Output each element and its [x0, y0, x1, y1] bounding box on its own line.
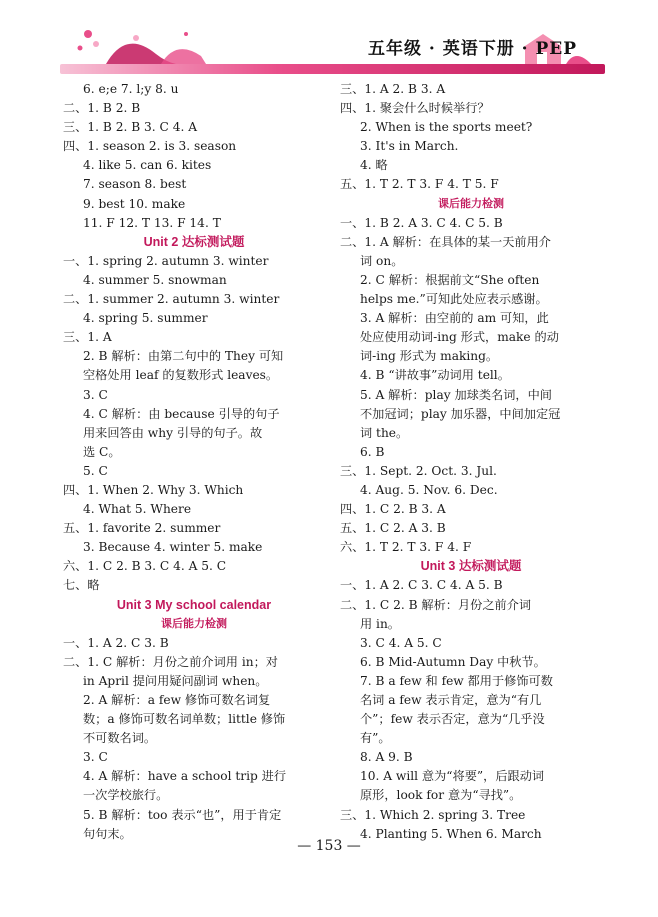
answer-line: 用来回答由 why 引导的句子。故 — [83, 425, 263, 440]
answer-line: 4. like 5. can 6. kites — [83, 158, 212, 173]
answer-line: 三、1. B 2. B 3. C 4. A — [63, 120, 198, 135]
answer-line: 5. B 解析：too 表示“也”，用于肯定 — [83, 807, 282, 822]
answer-line: 4. What 5. Where — [83, 502, 192, 517]
answer-line: 空格处用 leaf 的复数形式 leaves。 — [83, 368, 279, 383]
answer-line: 4. summer 5. snowman — [83, 272, 227, 287]
answer-line: 6. B Mid-Autumn Day 中秋节。 — [360, 654, 546, 669]
answer-line: helps me.”可知此处应表示感谢。 — [360, 292, 548, 307]
section-heading: Unit 3 My school calendar — [116, 597, 272, 612]
answer-line: 二、1. C 解析：月份之前介词用 in；对 — [63, 654, 278, 669]
section-heading: Unit 3 达标测试题 — [420, 559, 522, 574]
answer-line: 4. A 解析：have a school trip 进行 — [83, 769, 287, 784]
answer-line: in April 提问用疑问副词 when。 — [83, 673, 268, 688]
answer-line: 一、1. A 2. C 3. C 4. A 5. B — [340, 578, 503, 593]
answer-line: 不可数名词。 — [83, 731, 157, 746]
answer-line: 词 the。 — [360, 425, 409, 440]
answer-line: 六、1. C 2. B 3. C 4. A 5. C — [63, 559, 227, 574]
answer-line: 二、1. C 2. B 解析：月份之前介词 — [340, 597, 532, 612]
answer-line: 2. C 解析：根据前文“She often — [360, 272, 540, 287]
answer-line: 词-ing 形式为 making。 — [360, 349, 499, 364]
answer-line: 2. B 解析：由第二句中的 They 可知 — [83, 349, 284, 364]
answer-line: 2. A 解析：a few 修饰可数名词复 — [83, 693, 271, 707]
answer-line: 一、1. spring 2. autumn 3. winter — [63, 253, 269, 268]
answer-line: 五、1. favorite 2. summer — [63, 521, 221, 536]
answer-line: 四、1. C 2. B 3. A — [340, 502, 446, 517]
answer-line: 4. Aug. 5. Nov. 6. Dec. — [360, 482, 498, 497]
answer-line: 4. Planting 5. When 6. March — [360, 826, 542, 841]
left-column — [63, 80, 325, 844]
answer-line: 3. A 解析：由空前的 am 可知，此 — [360, 311, 549, 326]
answer-line: 五、1. C 2. A 3. B — [340, 521, 446, 536]
answer-line: 一、1. A 2. C 3. B — [63, 635, 169, 650]
answer-line: 三、1. Which 2. spring 3. Tree — [340, 807, 526, 822]
page-title: 五年级 · 英语下册 · PEP — [367, 39, 577, 59]
answer-line: 选 C。 — [83, 444, 121, 459]
right-column — [340, 80, 602, 844]
answer-line: 4. B “讲故事”动词用 tell。 — [360, 368, 510, 383]
answer-line: 不加冠词；play 加乐器，中间加定冠 — [360, 406, 561, 421]
answer-line: 7. B a few 和 few 都用于修饰可数 — [360, 673, 553, 688]
answer-line: 六、1. T 2. T 3. F 4. F — [340, 540, 472, 555]
answer-line: 处应使用动词-ing 形式，make 的动 — [360, 330, 559, 345]
page-header-banner — [60, 24, 605, 76]
answer-line: 3. Because 4. winter 5. make — [83, 540, 263, 555]
answer-line: 五、1. T 2. T 3. F 4. T 5. F — [340, 177, 499, 192]
answer-line: 四、1. season 2. is 3. season — [63, 139, 237, 154]
answer-line: 4. C 解析：由 because 引导的句子 — [83, 406, 280, 421]
answer-line: 3. C — [83, 750, 108, 765]
answer-line: 数；a 修饰可数名词单数；little 修饰 — [83, 712, 286, 727]
answer-line: 名词 a few 表示肯定，意为“有几 — [360, 693, 542, 707]
answer-line: 个”；few 表示否定，意为“几乎没 — [360, 712, 545, 727]
answer-line: 四、1. When 2. Why 3. Which — [63, 482, 244, 497]
answer-line: 二、1. summer 2. autumn 3. winter — [63, 292, 280, 307]
answer-line: 11. F 12. T 13. F 14. T — [83, 215, 221, 230]
answer-line: 6. B — [360, 444, 385, 459]
answer-line: 5. A 解析：play 加球类名词，中间 — [360, 387, 552, 402]
answer-line: 6. e;e 7. l;y 8. u — [83, 82, 179, 96]
answer-line: 三、1. A 2. B 3. A — [340, 82, 446, 96]
answer-line: 9. best 10. make — [83, 196, 186, 211]
answer-line: 句句末。 — [83, 826, 132, 841]
answer-line: 2. When is the sports meet? — [360, 120, 533, 135]
answer-line: 4. 略 — [360, 158, 388, 173]
answer-line: 7. season 8. best — [83, 177, 187, 192]
header-divider — [60, 64, 605, 74]
answer-line: 有”。 — [360, 731, 391, 746]
answer-line: 4. spring 5. summer — [83, 311, 208, 326]
answer-line: 一、1. B 2. A 3. C 4. C 5. B — [340, 215, 503, 230]
answer-line: 5. C — [83, 463, 108, 478]
answer-line: 词 on。 — [360, 253, 404, 268]
answer-line: 二、1. B 2. B — [63, 101, 141, 116]
answer-line: 三、1. Sept. 2. Oct. 3. Jul. — [340, 463, 497, 478]
answer-line: 3. C — [83, 387, 108, 402]
answer-line: 8. A 9. B — [360, 750, 413, 765]
answer-line: 二、1. A 解析：在具体的某一天前用介 — [340, 234, 551, 249]
section-heading: Unit 2 达标测试题 — [143, 234, 245, 249]
section-heading: 课后能力检测 — [161, 617, 227, 630]
answer-line: 3. C 4. A 5. C — [360, 635, 442, 650]
answer-line: 10. A will 意为“将要”，后跟动词 — [360, 769, 545, 784]
section-heading: 课后能力检测 — [438, 197, 504, 210]
answer-line: 3. It's in March. — [360, 139, 459, 154]
answer-line: 一次学校旅行。 — [83, 788, 169, 803]
answer-line: 用 in。 — [360, 616, 400, 631]
answer-line: 三、1. A — [63, 330, 112, 345]
page-number: — 153 — — [297, 838, 361, 854]
flower-decoration-icon — [66, 24, 216, 66]
answer-line: 四、1. 聚会什么时候举行？ — [340, 101, 490, 116]
answer-line: 七、略 — [63, 578, 100, 593]
answer-line: 原形，look for 意为“寻找”。 — [360, 788, 522, 803]
